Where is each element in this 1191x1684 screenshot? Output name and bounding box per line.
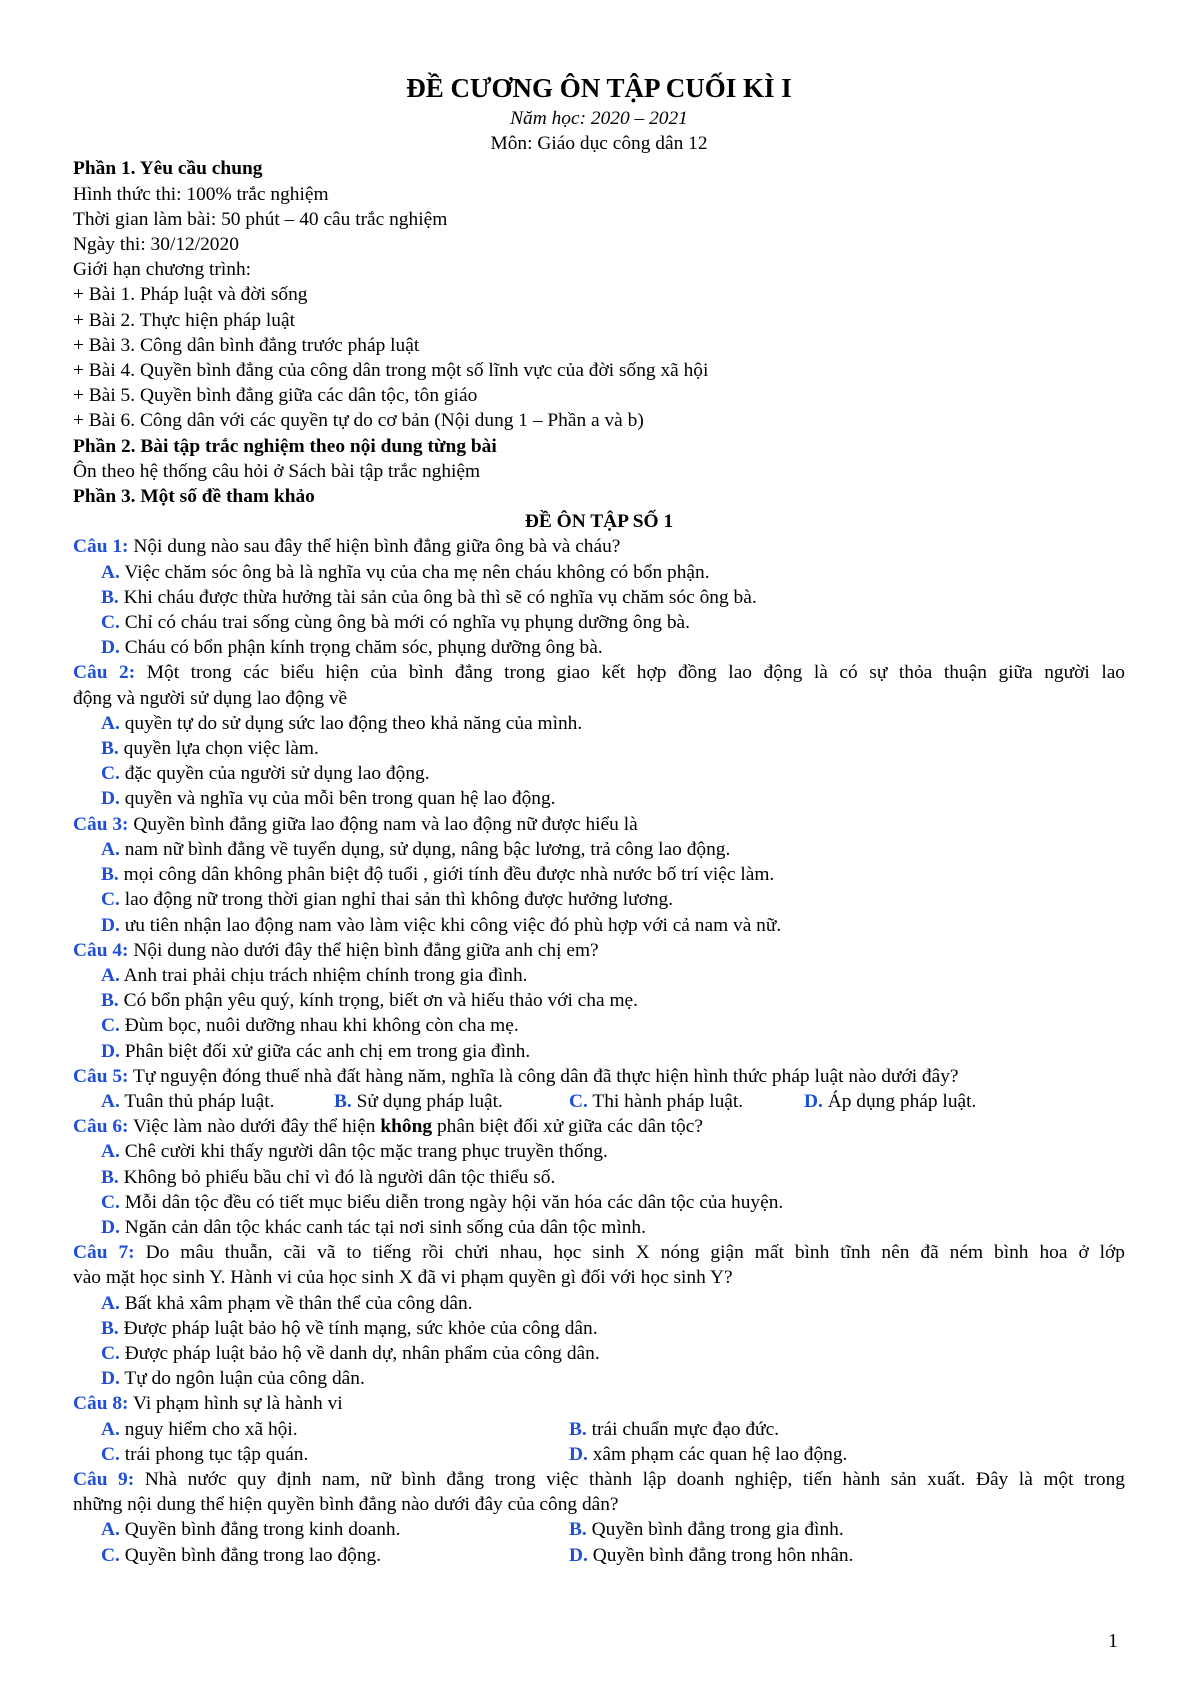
option-text: lao động nữ trong thời gian nghỉ thai sản thì không được hưởng lương. <box>124 889 674 911</box>
option <box>73 1139 1125 1164</box>
option-label: B. <box>101 864 119 886</box>
option <box>73 887 1125 912</box>
option-text: Áp dụng pháp luật. <box>827 1090 977 1112</box>
option-label: A. <box>101 1292 120 1314</box>
question-text: phân biệt đối xử giữa các dân tộc? <box>432 1116 703 1138</box>
option-label: B. <box>569 1418 587 1440</box>
option <box>73 786 1125 811</box>
option-label: C. <box>101 1443 120 1465</box>
option <box>334 1089 569 1114</box>
document-title: ĐỀ CƯƠNG ÔN TẬP CUỐI KÌ I <box>406 73 792 103</box>
part1-heading: Phần 1. Yêu cầu chung <box>73 158 263 180</box>
option <box>569 1543 853 1568</box>
option-label: C. <box>101 1191 120 1213</box>
part2-heading: Phần 2. Bài tập trắc nghiệm theo nội dung từng bài <box>73 435 497 457</box>
option-text: Mỗi dân tộc đều có tiết mục biểu diễn trong ngày hội văn hóa các dân tộc của huyện. <box>124 1191 784 1213</box>
option <box>569 1089 804 1114</box>
option-row <box>73 1417 1125 1442</box>
option-text: Việc chăm sóc ông bà là nghĩa vụ của cha mẹ nên cháu không có bổn phận. <box>124 561 710 583</box>
option-label: B. <box>101 738 119 760</box>
option-label: A. <box>101 1519 120 1541</box>
option-text: quyền lựa chọn việc làm. <box>123 738 319 760</box>
option <box>73 913 1125 938</box>
question-number: Câu 9: <box>73 1468 135 1490</box>
option <box>73 610 1125 635</box>
option-text: Chỉ có cháu trai sống cùng ông bà mới có nghĩa vụ phụng dưỡng ông bà. <box>124 612 690 634</box>
option-label: C. <box>101 1015 120 1037</box>
question-text-emphasis: không <box>380 1116 433 1138</box>
option-text: nguy hiểm cho xã hội. <box>124 1418 298 1440</box>
option-text: đặc quyền của người sử dụng lao động. <box>124 763 430 785</box>
option-text: Không bỏ phiếu bầu chỉ vì đó là người dân tộc thiểu số. <box>123 1166 556 1188</box>
option-label: B. <box>101 990 119 1012</box>
part1-line: Giới hạn chương trình: <box>73 259 252 281</box>
option-label: A. <box>101 964 120 986</box>
page-number: 1 <box>1108 1630 1118 1652</box>
option <box>73 635 1125 660</box>
subject: Môn: Giáo dục công dân 12 <box>490 133 708 155</box>
option-text: Có bổn phận yêu quý, kính trọng, biết ơn và hiếu thảo với cha mẹ. <box>123 990 638 1012</box>
part1-line: + Bài 3. Công dân bình đẳng trước pháp luật <box>73 334 420 356</box>
option <box>73 862 1125 887</box>
option <box>569 1442 847 1467</box>
question-8 <box>73 1391 1125 1416</box>
option-text: ưu tiên nhận lao động nam vào làm việc khi công việc đó phù hợp với cả nam và nữ. <box>124 914 782 936</box>
option <box>101 1543 569 1568</box>
exam-title: ĐỀ ÔN TẬP SỐ 1 <box>524 511 674 533</box>
part1-line: + Bài 6. Công dân với các quyền tự do cơ bản (Nội dung 1 – Phần a và b) <box>73 410 644 432</box>
option <box>73 736 1125 761</box>
option-label: A. <box>101 561 120 583</box>
option-label: C. <box>101 612 120 634</box>
option <box>73 1039 1125 1064</box>
option-label: C. <box>101 1342 120 1364</box>
option-text: trái phong tục tập quán. <box>124 1443 309 1465</box>
option-text: Phân biệt đối xử giữa các anh chị em trong gia đình. <box>124 1040 531 1062</box>
part1-line: + Bài 5. Quyền bình đẳng giữa các dân tộc, tôn giáo <box>73 385 478 407</box>
option-label: A. <box>101 1141 120 1163</box>
option <box>73 963 1125 988</box>
option-text: quyền tự do sử dụng sức lao động theo khả năng của mình. <box>124 712 583 734</box>
option-label: D. <box>101 1216 120 1238</box>
option-text: Chê cười khi thấy người dân tộc mặc trang phục truyền thống. <box>124 1141 608 1163</box>
question-7 <box>73 1240 1125 1265</box>
option-label: B. <box>101 1317 119 1339</box>
question-2 <box>73 660 1125 685</box>
option-row <box>73 1089 1125 1114</box>
option-label: A. <box>101 838 120 860</box>
question-number: Câu 4: <box>73 939 129 961</box>
option <box>73 1366 1125 1391</box>
part1-line: Ngày thi: 30/12/2020 <box>73 234 239 256</box>
question-text-cont: động và người sử dụng lao động về <box>73 687 348 709</box>
question-number: Câu 1: <box>73 536 129 558</box>
question-text: Nội dung nào sau đây thể hiện bình đẳng giữa ông bà và cháu? <box>133 536 621 558</box>
question-text: Nhà nước quy định nam, nữ bình đẳng trong việc thành lập doanh nghiệp, tiến hành sản xuất. Đây là một trong <box>144 1468 1125 1490</box>
question-number: Câu 8: <box>73 1393 129 1415</box>
question-text: Vi phạm hình sự là hành vi <box>132 1393 343 1415</box>
option-text: Tuân thủ pháp luật. <box>124 1090 275 1112</box>
option <box>569 1517 844 1542</box>
school-year: Năm học: 2020 – 2021 <box>510 108 688 129</box>
question-text: Do mâu thuẫn, cãi vã to tiếng rồi chửi nhau, học sinh X nóng giận mất bình tĩnh nên đã ném bình hoa ở lớp <box>145 1242 1126 1264</box>
option <box>73 585 1125 610</box>
question-text: Tự nguyện đóng thuế nhà đất hàng năm, nghĩa là công dân đã thực hiện hình thức pháp luật nào dưới đây? <box>132 1065 959 1087</box>
option-text: Anh trai phải chịu trách nhiệm chính trong gia đình. <box>123 964 528 986</box>
option <box>101 1442 569 1467</box>
option-label: A. <box>101 1418 120 1440</box>
part2-text: Ôn theo hệ thống câu hỏi ở Sách bài tập trắc nghiệm <box>73 460 481 482</box>
option-text: Đùm bọc, nuôi dưỡng nhau khi không còn cha mẹ. <box>124 1015 519 1037</box>
option-label: D. <box>101 1368 120 1390</box>
option-text: Quyền bình đẳng trong lao động. <box>124 1544 382 1566</box>
question-text-cont: vào mặt học sinh Y. Hành vi của học sinh X đã vi phạm quyền gì đối với học sinh Y? <box>73 1267 733 1289</box>
option-label: C. <box>569 1090 588 1112</box>
document-page <box>73 70 1125 1568</box>
question-1 <box>73 534 1125 559</box>
option <box>73 1291 1125 1316</box>
option-text: mọi công dân không phân biệt độ tuổi , giới tính đều được nhà nước bố trí việc làm. <box>123 864 775 886</box>
option-label: B. <box>101 1166 119 1188</box>
part1-line: Thời gian làm bài: 50 phút – 40 câu trắc nghiệm <box>73 208 448 230</box>
question-5 <box>73 1064 1125 1089</box>
part1-line: + Bài 2. Thực hiện pháp luật <box>73 309 295 331</box>
option-label: D. <box>101 914 120 936</box>
option <box>73 1316 1125 1341</box>
option <box>73 1215 1125 1240</box>
question-number: Câu 7: <box>73 1242 135 1264</box>
option <box>73 837 1125 862</box>
option-label: D. <box>101 788 120 810</box>
option-label: B. <box>569 1519 587 1541</box>
part1-line: Hình thức thi: 100% trắc nghiệm <box>73 183 329 205</box>
option <box>101 1089 334 1114</box>
option-text: nam nữ bình đẳng về tuyển dụng, sử dụng, nâng bậc lương, trả công lao động. <box>124 838 731 860</box>
option <box>73 1341 1125 1366</box>
option-row <box>73 1543 1125 1568</box>
option-text: Quyền bình đẳng trong kinh doanh. <box>124 1519 401 1541</box>
part1-line: + Bài 4. Quyền bình đẳng của công dân trong một số lĩnh vực của đời sống xã hội <box>73 360 709 382</box>
option <box>569 1417 779 1442</box>
option <box>73 1013 1125 1038</box>
question-6 <box>73 1114 1125 1139</box>
option-text: Cháu có bổn phận kính trọng chăm sóc, phụng dưỡng ông bà. <box>124 637 603 659</box>
option <box>73 560 1125 585</box>
option-text: quyền và nghĩa vụ của mỗi bên trong quan hệ lao động. <box>124 788 556 810</box>
question-number: Câu 3: <box>73 813 129 835</box>
option <box>73 1165 1125 1190</box>
question-3 <box>73 812 1125 837</box>
option-label: B. <box>101 586 119 608</box>
option-text: Bất khả xâm phạm về thân thể của công dân. <box>124 1292 473 1314</box>
question-number: Câu 6: <box>73 1116 129 1138</box>
question-text: Nội dung nào dưới đây thể hiện bình đẳng giữa anh chị em? <box>133 939 599 961</box>
part3-heading: Phần 3. Một số đề tham khảo <box>73 486 315 508</box>
option <box>73 1190 1125 1215</box>
option-text: xâm phạm các quan hệ lao động. <box>592 1443 848 1465</box>
question-number: Câu 5: <box>73 1065 129 1087</box>
option-text: Thi hành pháp luật. <box>592 1090 744 1112</box>
option-label: A. <box>101 712 120 734</box>
option-label: D. <box>804 1090 823 1112</box>
option-label: D. <box>101 1040 120 1062</box>
question-text-cont: những nội dung thể hiện quyền bình đẳng nào dưới đây của công dân? <box>73 1494 619 1516</box>
option-label: D. <box>101 637 120 659</box>
option-label: C. <box>101 889 120 911</box>
option <box>101 1417 569 1442</box>
option <box>73 988 1125 1013</box>
option-text: Được pháp luật bảo hộ về tính mạng, sức khỏe của công dân. <box>123 1317 598 1339</box>
option-label: C. <box>101 1544 120 1566</box>
option <box>804 1089 976 1114</box>
question-number: Câu 2: <box>73 662 136 684</box>
question-text: Việc làm nào dưới đây thể hiện <box>132 1116 381 1138</box>
question-text: Một trong các biểu hiện của bình đẳng trong giao kết hợp đồng lao động là có sự thỏa thuận giữa người lao <box>146 662 1126 684</box>
option-label: A. <box>101 1090 120 1112</box>
option-text: trái chuẩn mực đạo đức. <box>591 1418 780 1440</box>
option-label: B. <box>334 1090 352 1112</box>
option-row <box>73 1517 1125 1542</box>
option-label: D. <box>569 1544 588 1566</box>
question-text: Quyền bình đẳng giữa lao động nam và lao động nữ được hiểu là <box>133 813 638 835</box>
option-text: Tự do ngôn luận của công dân. <box>124 1368 365 1390</box>
option <box>73 711 1125 736</box>
option-text: Ngăn cản dân tộc khác canh tác tại nơi sinh sống của dân tộc mình. <box>124 1216 646 1238</box>
option-label: C. <box>101 763 120 785</box>
option-text: Được pháp luật bảo hộ về danh dự, nhân phẩm của công dân. <box>124 1342 600 1364</box>
option-text: Quyền bình đẳng trong gia đình. <box>591 1519 844 1541</box>
option-text: Khi cháu được thừa hưởng tài sản của ông bà thì sẽ có nghĩa vụ chăm sóc ông bà. <box>123 586 757 608</box>
option-row <box>73 1442 1125 1467</box>
question-9 <box>73 1467 1125 1492</box>
question-4 <box>73 938 1125 963</box>
option <box>73 761 1125 786</box>
option-text: Sử dụng pháp luật. <box>356 1090 503 1112</box>
option-label: D. <box>569 1443 588 1465</box>
option-text: Quyền bình đẳng trong hôn nhân. <box>592 1544 854 1566</box>
option <box>101 1517 569 1542</box>
part1-line: + Bài 1. Pháp luật và đời sống <box>73 284 308 306</box>
